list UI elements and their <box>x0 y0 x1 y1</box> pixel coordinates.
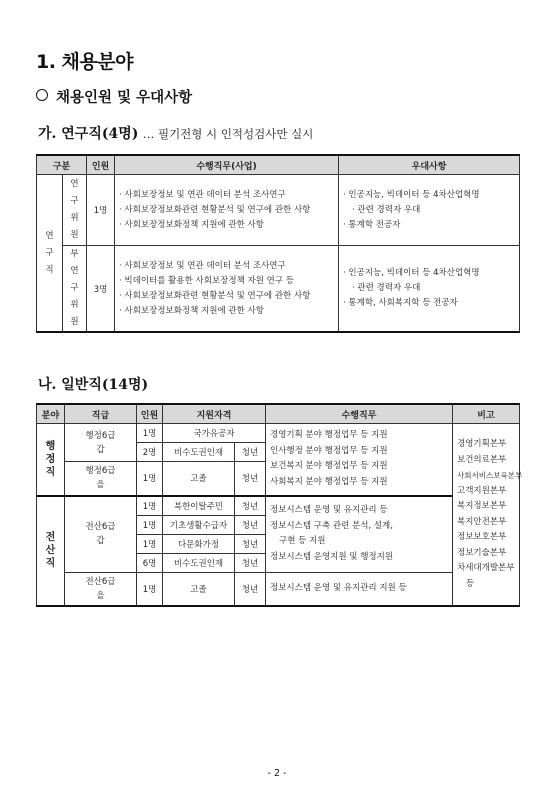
remark-item: 차세대개발본부 <box>457 563 515 573</box>
field-it-text: 전산직 <box>45 532 56 570</box>
header-category: 구분 <box>37 155 87 175</box>
grade-text: 전산6급을 <box>85 576 116 601</box>
table-row <box>37 175 520 246</box>
remark-item: 복지정보본부 <box>457 501 507 511</box>
qualification-cell: 다문화가정 <box>163 534 235 553</box>
qualification-cell: 비수도권인재 <box>163 553 235 572</box>
remark-text: 등 <box>466 578 475 589</box>
grade-cell <box>65 572 137 606</box>
header-preferences: 우대사항 <box>339 155 520 175</box>
table-row <box>37 572 520 606</box>
heading-2-text: 채용인원 및 우대사항 <box>56 90 193 106</box>
age-cell: 청년 <box>235 534 266 553</box>
age-cell: 청년 <box>235 572 266 606</box>
qualification-cell: 비수도권인재 <box>163 443 235 462</box>
table-header-row <box>37 155 520 175</box>
header-count: 인원 <box>87 155 115 175</box>
remark-item: 복지안전본부 <box>457 516 507 527</box>
count-cell: 3명 <box>87 246 115 333</box>
table-header-row <box>37 404 520 424</box>
section-a-note: … 필기전형 시 인적성검사만 실시 <box>142 127 314 141</box>
age-cell: 청년 <box>235 553 266 572</box>
duty-item: 정보시스템 운영 및 유지관리 등 <box>270 505 388 515</box>
duty-item: · 사회보장정보화정책 지원에 관한 사항 <box>119 304 334 319</box>
qualification-cell: 북한이탈주민 <box>163 496 235 516</box>
duty-item: 정보시스템 구축 관련 분석, 설계, <box>270 520 393 531</box>
general-table <box>36 403 523 607</box>
header-count: 인원 <box>137 404 163 424</box>
section-b-label: 나. 일반직(14명) <box>38 377 149 393</box>
circle-bullet-icon <box>36 89 48 101</box>
count-cell: 2명 <box>137 443 163 462</box>
duty-item: · 사회보장정보화정책 지원에 관한 사항 <box>119 218 334 233</box>
qualification-cell: 고졸 <box>163 462 235 496</box>
age-cell: 청년 <box>235 462 266 496</box>
research-table <box>36 154 520 333</box>
header-duties: 수행직무 <box>266 404 453 424</box>
age-cell: 청년 <box>235 515 266 534</box>
duties-cell <box>266 572 453 606</box>
age-cell: 청년 <box>235 443 266 462</box>
header-duties: 수행직무(사업) <box>115 155 339 175</box>
grade-text: 행정6급갑 <box>85 430 116 455</box>
heading-2 <box>36 86 192 107</box>
duty-item: 보건복지 분야 행정업무 등 지원 <box>270 461 388 472</box>
sub-category-cell <box>63 246 87 333</box>
duty-item: · 사회보장정보화관련 현황분석 및 연구에 관한 사항 <box>119 203 334 218</box>
duty-item: 정보시스템 운영지원 및 행정지원 <box>270 551 394 562</box>
remark-item: 정보기술본부 <box>457 547 507 558</box>
pref-text: 관련 경력자 우대 <box>357 204 421 215</box>
count-cell: 1명 <box>137 496 163 516</box>
table-row <box>37 424 520 443</box>
section-a-title <box>38 123 313 143</box>
duty-item: 경영기획 분야 행정업무 등 지원 <box>270 430 388 441</box>
section-b-title <box>38 374 148 394</box>
duties-cell <box>115 175 339 246</box>
grade-cell <box>65 462 137 496</box>
count-cell: 6명 <box>137 553 163 572</box>
duty-item: · 빅데이터를 활용한 사회보장정책 자원 연구 등 <box>119 274 334 289</box>
header-qualification: 지원자격 <box>163 404 266 424</box>
duties-cell <box>266 496 453 573</box>
pref-item-cont <box>343 281 515 296</box>
qualification-cell: 기초생활수급자 <box>163 515 235 534</box>
duty-text: 구현 등 지원 <box>279 536 326 546</box>
remark-item-cont <box>457 577 515 593</box>
category-text: 연구직 <box>45 230 54 275</box>
field-admin-cell <box>37 424 65 496</box>
page-number: - 2 - <box>267 768 287 779</box>
duty-item: 인사행정 분야 행정업무 등 지원 <box>270 445 388 456</box>
pref-item: · 인공지능, 빅데이터 등 4차산업혁명 <box>343 266 515 281</box>
duty-item: 사회복지 분야 행정업무 등 지원 <box>270 476 388 487</box>
count-cell: 1명 <box>137 462 163 496</box>
count-cell: 1명 <box>137 424 163 443</box>
section-a-label: 가. 연구직(4명) <box>38 126 139 142</box>
remark-item: 고객지원본부 <box>457 485 507 496</box>
sub-category-cell <box>63 175 87 246</box>
grade-cell <box>65 496 137 573</box>
field-it-cell <box>37 496 65 607</box>
duty-item-cont <box>270 534 448 550</box>
duty-item: · 사회보장정보 및 연관 데이터 분석 조사연구 <box>119 188 334 203</box>
header-grade: 직급 <box>65 404 137 424</box>
table-row <box>37 246 520 333</box>
duty-item: · 사회보장정보화관련 현황분석 및 연구에 관한 사항 <box>119 289 334 304</box>
count-cell: 1명 <box>87 175 115 246</box>
heading-1: 1. 채용분야 <box>36 51 133 73</box>
header-field: 분야 <box>37 404 65 424</box>
remark-item: 보건의료본부 <box>457 454 507 465</box>
remark-item: 사회서비스보육본부 <box>457 471 523 480</box>
pref-text: 관련 경력자 우대 <box>357 283 421 293</box>
qualification-cell: 고졸 <box>163 572 235 606</box>
pref-item: · 인공지능, 빅데이터 등 4차산업혁명 <box>343 188 515 203</box>
count-cell: 1명 <box>137 534 163 553</box>
sub-category-text: 연구위원 <box>70 179 79 240</box>
sub-category-text: 부연구위원 <box>70 249 79 327</box>
grade-cell <box>65 424 137 462</box>
preferences-cell <box>339 175 520 246</box>
remarks-cell <box>453 424 523 607</box>
duty-item: · 사회보장정보 및 연관 데이터 분석 조사연구 <box>119 259 334 274</box>
pref-item: · 통계학, 사회복지학 등 전공자 <box>343 296 515 311</box>
duties-cell <box>266 424 453 496</box>
category-cell <box>37 175 63 333</box>
remark-item: 경영기획본부 <box>457 439 507 449</box>
count-cell: 1명 <box>137 572 163 606</box>
grade-text: 전산6급갑 <box>85 522 116 546</box>
field-admin-text: 행정직 <box>45 440 56 478</box>
duty-item: 정보시스템 운영 및 유지관리 지원 등 <box>270 583 407 593</box>
age-cell: 청년 <box>235 496 266 516</box>
qualification-cell: 국가유공자 <box>163 424 266 443</box>
header-remarks: 비고 <box>453 404 520 424</box>
grade-text: 행정6급을 <box>85 466 116 491</box>
count-cell: 1명 <box>137 515 163 534</box>
pref-item: · 통계학 전공자 <box>343 218 515 233</box>
duties-cell <box>115 246 339 333</box>
table-row <box>37 496 520 516</box>
remark-item: 정보보호본부 <box>457 532 507 542</box>
preferences-cell <box>339 246 520 333</box>
pref-item-cont <box>343 203 515 218</box>
